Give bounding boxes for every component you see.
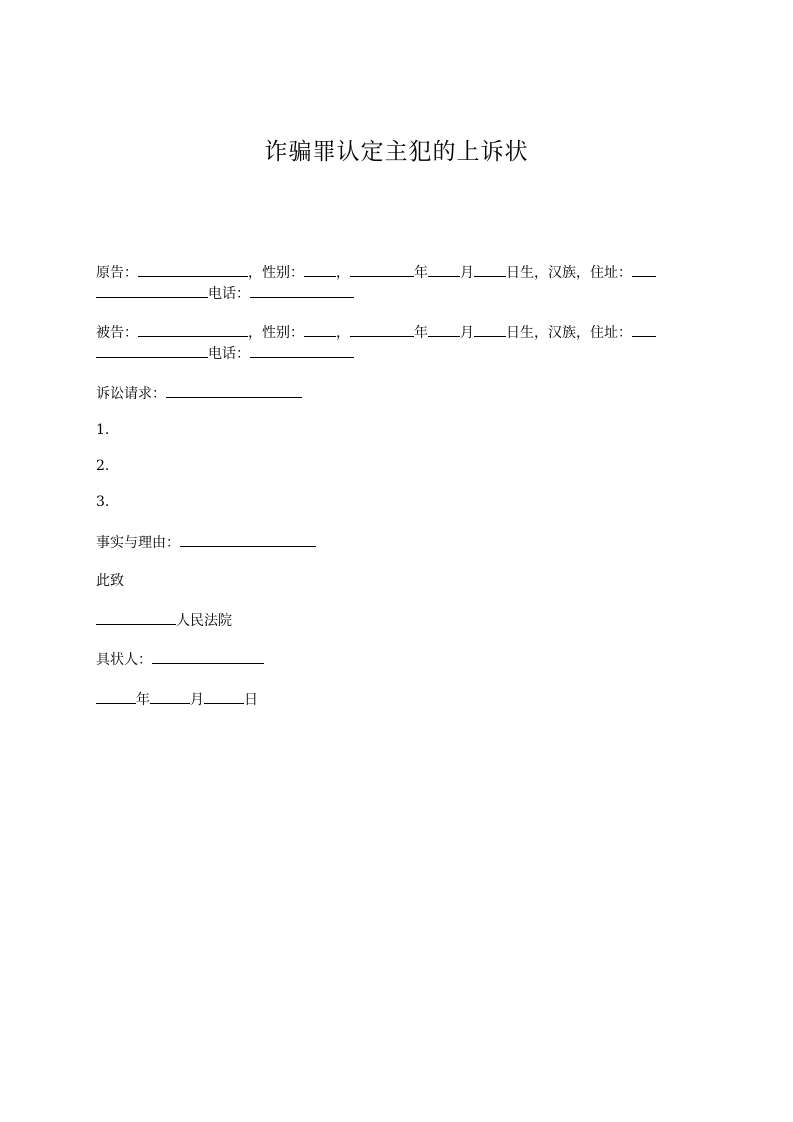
date-line <box>96 689 258 710</box>
closing-text: 此致 <box>96 573 124 589</box>
claims-label: 诉讼请求： <box>96 386 166 402</box>
plaintiff-phone-blank[interactable] <box>250 283 354 298</box>
plaintiff-address-blank[interactable] <box>632 262 656 277</box>
defendant-comma: ， <box>336 325 350 341</box>
plaintiff-label: 原告： <box>96 265 138 281</box>
plaintiff-address-continued-blank[interactable] <box>96 283 208 298</box>
plaintiff-gender-blank[interactable] <box>304 262 336 277</box>
signer-label: 具状人： <box>96 652 152 668</box>
date-year-label: 年 <box>136 692 150 708</box>
defendant-birth-year-blank[interactable] <box>350 322 414 337</box>
defendant-address-blank[interactable] <box>632 322 656 337</box>
defendant-birth-suffix: 日生，汉族，住址： <box>506 325 632 341</box>
signer-line <box>96 649 264 670</box>
defendant-label: 被告： <box>96 325 138 341</box>
facts-line <box>96 532 316 553</box>
date-month-label: 月 <box>190 692 204 708</box>
claims-line <box>96 383 302 404</box>
date-month-blank[interactable] <box>150 689 190 704</box>
date-year-blank[interactable] <box>96 689 136 704</box>
defendant-birth-month-blank[interactable] <box>428 322 460 337</box>
defendant-month-label: 月 <box>460 325 474 341</box>
claim-item: 2. <box>96 458 110 474</box>
date-day-blank[interactable] <box>204 689 244 704</box>
defendant-line-2 <box>96 343 354 364</box>
claim-item: 1. <box>96 422 110 438</box>
plaintiff-month-label: 月 <box>460 265 474 281</box>
defendant-address-continued-blank[interactable] <box>96 343 208 358</box>
plaintiff-birth-month-blank[interactable] <box>428 262 460 277</box>
plaintiff-line <box>96 262 656 283</box>
defendant-phone-blank[interactable] <box>250 343 354 358</box>
claims-blank[interactable] <box>166 383 302 398</box>
defendant-gender-label: ，性别： <box>248 325 304 341</box>
claim-item: 3. <box>96 494 110 510</box>
defendant-gender-blank[interactable] <box>304 322 336 337</box>
defendant-year-label: 年 <box>414 325 428 341</box>
defendant-phone-label: 电话： <box>208 346 250 362</box>
date-day-label: 日 <box>244 692 258 708</box>
plaintiff-name-blank[interactable] <box>138 262 248 277</box>
defendant-name-blank[interactable] <box>138 322 248 337</box>
defendant-birth-day-blank[interactable] <box>474 322 506 337</box>
plaintiff-birth-suffix: 日生，汉族，住址： <box>506 265 632 281</box>
court-name-blank[interactable] <box>96 610 176 625</box>
facts-blank[interactable] <box>180 532 316 547</box>
plaintiff-birth-day-blank[interactable] <box>474 262 506 277</box>
facts-label: 事实与理由： <box>96 535 180 551</box>
plaintiff-comma: ， <box>336 265 350 281</box>
plaintiff-birth-year-blank[interactable] <box>350 262 414 277</box>
document-title: 诈骗罪认定主犯的上诉状 <box>264 139 529 165</box>
plaintiff-year-label: 年 <box>414 265 428 281</box>
court-line <box>96 610 232 631</box>
plaintiff-gender-label: ，性别： <box>248 265 304 281</box>
plaintiff-phone-label: 电话： <box>208 286 250 302</box>
court-suffix: 人民法院 <box>176 613 232 629</box>
signer-blank[interactable] <box>152 649 264 664</box>
plaintiff-line-2 <box>96 283 354 304</box>
defendant-line <box>96 322 656 343</box>
